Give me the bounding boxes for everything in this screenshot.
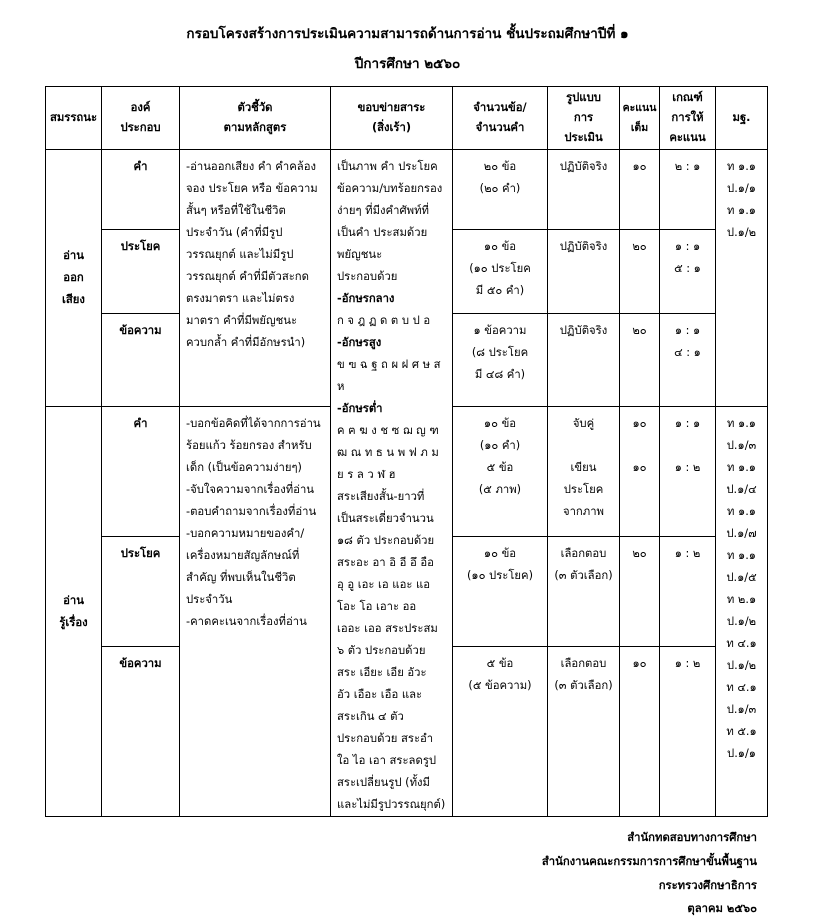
text-line: (สิ่งเร้า) (371, 121, 411, 134)
text-line: จำนวนคำ (475, 121, 525, 134)
text-line: ร้อยแก้ว ร้อยกรอง สำหรับ (186, 439, 312, 452)
scope-line: และไม่มีรูปวรรณยุกต์) (337, 798, 446, 811)
text-line: สั้นๆ หรือที่ใช้ในชีวิต (186, 204, 286, 217)
header-count (453, 87, 548, 150)
section1-component-word: คำ (102, 150, 180, 230)
section1-count-word (453, 150, 548, 230)
text-line: เครื่องหมายสัญลักษณ์ที่ (186, 549, 300, 562)
text-line: -ตอบคำถามจากเรื่องที่อ่าน (186, 505, 317, 518)
section2-count-sentence (453, 537, 548, 647)
text-line: เสียง (62, 293, 85, 306)
text-line: ๑ : ๒ (674, 547, 701, 560)
text-line: -จับใจความจากเรื่องที่อ่าน (186, 483, 315, 496)
footer-ministry: กระทรวงศึกษาธิการ (658, 879, 757, 892)
text-line: ป.๑/๒ (726, 226, 757, 239)
text-line: ๑ : ๒ (674, 657, 701, 670)
text-line: ท ๔.๑ (726, 637, 757, 650)
text-line: ๑ ข้อความ (473, 324, 527, 337)
text-line: อ่าน (63, 593, 84, 607)
text-line: ท ๑.๑ (727, 549, 756, 562)
text-line: ท ๑.๑ (727, 160, 756, 173)
text-line: คะแนน (622, 102, 657, 114)
scope-line: เป็นภาพ คำ ประโยค (337, 160, 438, 173)
section1-criteria-word (660, 150, 716, 230)
text-line: เกณฑ์ (672, 91, 703, 104)
text-line: ท ๑.๑ (727, 417, 756, 430)
scope-line: ข ฃ ฉ ฐ ถ ผ ฝ ศ ษ ส (337, 358, 441, 371)
text-line: -บอกข้อคิดที่ได้จากการอ่าน (186, 417, 321, 430)
section2-format-word (548, 407, 620, 537)
text-line: ป.๑/๕ (726, 571, 757, 584)
text-line: ป.๑/๒ (726, 659, 757, 672)
header-format (548, 87, 620, 150)
text-line: เขียน (570, 461, 597, 474)
document-subtitle: ปีการศึกษา ๒๕๖๐ (354, 56, 461, 72)
text-line: เต็ม (630, 122, 649, 134)
section1-standard (716, 150, 768, 407)
text-line: อ่าน (63, 249, 84, 262)
text-line: สำคัญ ที่พบเห็นในชีวิต (186, 571, 296, 584)
footer-commission: สำนักงานคณะกรรมการการศึกษาขั้นพื้นฐาน (541, 855, 757, 868)
text-line: ขอบข่ายสาระ (357, 101, 426, 114)
text-line: ๑๐ ข้อ (483, 547, 517, 560)
section1-criteria-passage (660, 314, 716, 407)
text-line: ป.๑/๑ (727, 747, 756, 760)
text-line: ป.๑/๓ (726, 703, 757, 716)
section2-criteria-sentence (660, 537, 716, 647)
text-line: ท ๑.๑ (727, 505, 756, 518)
text-line: ๕ : ๑ (674, 262, 701, 275)
section2-format-passage (548, 647, 620, 817)
text-line: (๕ ข้อความ) (468, 679, 532, 692)
section1-format-sentence (548, 230, 620, 314)
section2-score-word (620, 407, 660, 537)
header-competency: สมรรถนะ (46, 87, 102, 150)
section1-row-word (46, 150, 768, 230)
text-line: ปฏิบัติจริง (559, 160, 608, 173)
text-line: ตรงมาตรา และไม่ตรง (186, 292, 295, 305)
text-line: ๕ ข้อ (486, 461, 514, 474)
scope-line: สระ เอียะ เอีย อัวะ (337, 666, 427, 679)
text-line: ป.๑/๒ (726, 615, 757, 628)
text-line: มาตรา คำที่มีพยัญชนะ (186, 314, 298, 327)
text-line: ๕ ข้อ (486, 657, 514, 670)
text-line: ประจำวัน (คำที่มีรูป (186, 226, 283, 239)
scope-line: สระเกิน ๔ ตัว (337, 710, 404, 723)
section1-indicator (180, 150, 331, 407)
scope-text (337, 156, 448, 816)
section2-score-sentence (620, 537, 660, 647)
section1-count-passage (453, 314, 548, 407)
scope-line: ฒ ณ ท ธ น พ ฟ ภ ม (337, 446, 439, 459)
text-line: ควบกล้ำ คำที่มีอักษรนำ) (186, 336, 306, 349)
section2-count-passage (453, 647, 548, 817)
text-line: ๔ : ๑ (674, 346, 701, 359)
section2-format-sentence (548, 537, 620, 647)
scope-line: ย ร ล ว ฬ ฮ (337, 468, 396, 481)
text-line: รู้เรื่อง (59, 615, 88, 629)
text-line: วรรณยุกต์ และไม่มีรูป (186, 248, 294, 261)
scope-line: -อักษรต่ำ (337, 402, 383, 415)
text-line: เลือกตอบ (560, 547, 607, 560)
text-line: ๒๐ ข้อ (483, 160, 517, 173)
assessment-framework-table (45, 86, 768, 817)
scope-line: ๑๘ ตัว ประกอบด้วย (337, 534, 435, 547)
text-line: ท ๑.๑ (727, 204, 756, 217)
scope-line: ค ฅ ฆ ง ช ซ ฌ ญ ฑ (337, 424, 439, 437)
text-line: ออก (63, 271, 84, 284)
section1-format-passage (548, 314, 620, 407)
section1-count-sentence (453, 230, 548, 314)
text-line: ท ๔.๑ (726, 681, 757, 694)
section1-score-sentence: ๒๐ (620, 230, 660, 314)
footer-office: สำนักทดสอบทางการศึกษา (627, 831, 757, 844)
section2-standard (716, 407, 768, 817)
text-line: ประโยค (563, 483, 604, 496)
text-line: วรรณยุกต์ คำที่มีตัวสะกด (186, 270, 309, 283)
text-line: ๑ : ๑ (674, 417, 701, 430)
text-line: (๘ ประโยค (471, 346, 529, 359)
scope-line: ใอ ไอ เอา สระลดรูป (337, 754, 437, 767)
text-line (548, 435, 619, 457)
section1-component-passage: ข้อความ (102, 314, 180, 407)
text-line: (๕ ภาพ) (478, 483, 522, 496)
text-line: -คาดคะเนจากเรื่องที่อ่าน (186, 615, 307, 628)
text-line: มี ๕๐ คำ) (475, 284, 525, 297)
text-line (660, 435, 715, 457)
text-line: ๑๐ ข้อ (483, 240, 517, 253)
scope-line: อัว เอือะ เอือ และ (337, 688, 423, 701)
text-line: ๑ : ๒ (674, 461, 701, 474)
text-line: ป.๑/๑ (727, 182, 756, 195)
section2-component-word: คำ (102, 407, 180, 537)
section2-score-passage (620, 647, 660, 817)
section2-criteria-word (660, 407, 716, 537)
scope-line: เป็นสระเดี่ยวจำนวน (337, 512, 434, 525)
text-line: ป.๑/๔ (726, 483, 757, 496)
text-line: จอง ประโยค หรือ ข้อความ (186, 182, 318, 195)
scope-line: ประกอบด้วย สระอำ (337, 732, 434, 745)
text-line: ตามหลักสูตร (223, 121, 287, 134)
section2-criteria-passage (660, 647, 716, 817)
header-component (102, 87, 180, 150)
section1-format-word (548, 150, 620, 230)
header-scope (331, 87, 453, 150)
scope-line: อุ อู เอะ เอ แอะ แอ (337, 578, 431, 591)
text-line: ท ๒.๑ (726, 593, 757, 606)
text-line: ๑๐ ข้อ (483, 417, 517, 430)
text-line: ปฏิบัติจริง (559, 240, 608, 253)
scope-line: สระอะ อา อิ อี อึ อือ (337, 556, 434, 569)
scope-line: ข้อความ/บทร้อยกรอง (337, 182, 443, 195)
text-line: การให้ (671, 111, 704, 124)
header-row (46, 87, 768, 150)
scope-cell (331, 150, 453, 817)
text-line: ป.๑/๓ (726, 439, 757, 452)
document-title: กรอบโครงสร้างการประเมินความสามารถด้านการอ่าน ชั้นประถมศึกษาปีที่ ๑ (186, 26, 629, 42)
text-line: ตัวชี้วัด (237, 101, 273, 114)
text-line: มี ๔๘ คำ) (474, 368, 526, 381)
scope-line: ห (337, 380, 345, 393)
scope-line: ประกอบด้วย (337, 270, 398, 283)
header-score (620, 87, 660, 150)
text-line: (๒๐ คำ) (479, 182, 521, 195)
text-line: (๓ ตัวเลือก) (554, 679, 613, 692)
text-line: ประกอบ (120, 121, 161, 134)
text-line: -บอกความหมายของคำ/ (186, 527, 305, 540)
text-line: (๑๐ คำ) (479, 439, 521, 452)
text-line: จับคู่ (572, 417, 595, 430)
scope-line: สระเปลี่ยนรูป (ทั้งมี (337, 776, 430, 789)
scope-line: ๖ ตัว ประกอบด้วย (337, 644, 426, 657)
text-line: ประจำวัน (186, 593, 233, 606)
scope-line: -อักษรกลาง (337, 292, 395, 305)
footer-date: ตุลาคม ๒๕๖๐ (687, 902, 757, 915)
header-indicator (180, 87, 331, 150)
text-line: รูปแบบ (566, 91, 601, 104)
text-line: (๑๐ ประโยค) (466, 569, 534, 582)
section2-component-sentence: ประโยค (102, 537, 180, 647)
text-line: ๑ : ๑ (674, 324, 701, 337)
header-criteria (660, 87, 716, 150)
text-line: (๑๐ ประโยค (469, 262, 531, 275)
text-line: ป.๑/๗ (726, 527, 757, 540)
text-line: ๑๐ (632, 657, 647, 670)
section1-score-word: ๑๐ (620, 150, 660, 230)
text-line: ๑ : ๑ (674, 240, 701, 253)
text-line: องค์ (130, 101, 151, 114)
text-line: คะแนน (669, 131, 706, 144)
scope-line: ก จ ฎ ฏ ด ต บ ป อ (337, 314, 431, 327)
scope-line: พยัญชนะ (337, 248, 383, 261)
section2-component-passage: ข้อความ (102, 647, 180, 817)
scope-line: เออะ เออ สระประสม (337, 622, 438, 635)
scope-line: เป็นคำ ประสมด้วย (337, 226, 428, 239)
section1-component-sentence: ประโยค (102, 230, 180, 314)
section1-score-passage: ๒๐ (620, 314, 660, 407)
scope-line: โอะ โอ เอาะ ออ (337, 600, 417, 613)
scope-line: สระเสียงสั้น-ยาวที่ (337, 490, 425, 503)
text-line: ๑๐ (632, 461, 647, 474)
section2-count-word (453, 407, 548, 537)
text-line: ประเมิน (564, 131, 603, 144)
text-line: ๒๐ (632, 547, 647, 560)
section2-competency (46, 407, 102, 817)
scope-line: ง่ายๆ ที่มีงคำศัพท์ที่ (337, 204, 429, 217)
text-line: ๒ : ๑ (674, 160, 701, 173)
text-line: จากภาพ (562, 505, 605, 518)
text-line: -อ่านออกเสียง คำ คำคล้อง (186, 160, 316, 173)
text-line: การ (573, 111, 594, 124)
text-line: จำนวนข้อ/ (473, 101, 527, 114)
scope-line: -อักษรสูง (337, 336, 382, 349)
section2-indicator (180, 407, 331, 817)
text-line: เด็ก (เป็นข้อความง่ายๆ) (186, 461, 302, 474)
text-line (620, 435, 659, 457)
text-line: ท ๑.๑ (727, 461, 756, 474)
text-line: เลือกตอบ (560, 657, 607, 670)
text-line: ๑๐ (632, 417, 647, 430)
text-line: (๓ ตัวเลือก) (554, 569, 613, 582)
text-line: ท ๕.๑ (726, 725, 757, 738)
section1-competency (46, 150, 102, 407)
header-standard: มฐ. (716, 87, 768, 150)
section1-criteria-sentence (660, 230, 716, 314)
text-line: ปฏิบัติจริง (559, 324, 608, 337)
